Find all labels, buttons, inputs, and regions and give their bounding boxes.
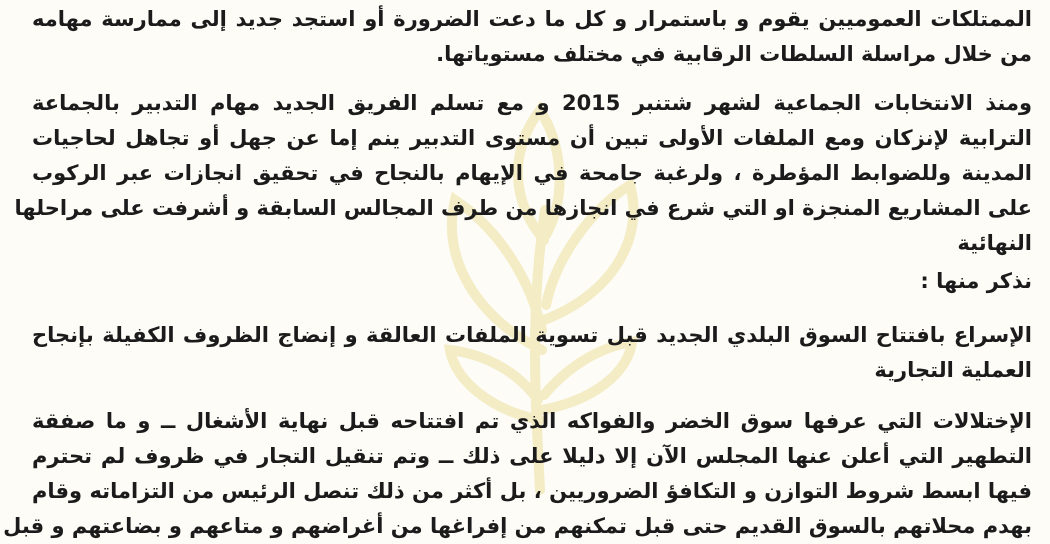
- text-line: من خلال مراسلة السلطات الرقابية في مختلف مستوياتها.: [436, 42, 1032, 66]
- text-line: ومنذ الانتخابات الجماعية لشهر شتنبر 2015 و مع تسلم الفريق الجديد مهام التدبير بالجماعة: [32, 91, 1033, 115]
- text-line: الترابية لإنزكان ومع الملفات الأولى تبين أن مستوى التدبير ينم إما عن جهل أو تجاهل لحاجيات: [32, 126, 1032, 150]
- text-line: بهدم محلاتهم بالسوق القديم حتى قبل تمكنهم من إفراغها من أغراضهم و متاعهم و بضاعتهم و قبل: [3, 514, 1032, 538]
- paragraph-intro-end: [32, 2, 1032, 72]
- text-line: فيها ابسط شروط التوازن و التكافؤ الضروريين ، بل أكثر من ذلك تنصل الرئيس من التزاماته وقام: [32, 479, 1032, 503]
- text-line: نذكر منها :: [920, 269, 1032, 293]
- paragraph-elections: [14, 86, 1033, 261]
- text-line: الإختلالات التي عرفها سوق الخضر والفواكه الذي تم افتتاحه قبل نهاية الأشغال ــ و ما صفقة: [32, 409, 1032, 433]
- text-line: النهائية: [957, 231, 1032, 255]
- paragraph-mention: [32, 264, 1032, 299]
- text-line: التطهير التي أعلن عنها المجلس الآن إلا دليلا على ذلك ــ وتم تنقيل التجار في ظروف لم تحترم: [32, 444, 1032, 468]
- paragraph-violations: [3, 404, 1032, 544]
- text-line: الممتلكات العموميين يقوم و باستمرار و كل ما دعت الضرورة أو استجد جديد إلى ممارسة مهامه: [32, 7, 1032, 31]
- paragraph-market: [32, 318, 1032, 388]
- text-line: الإسراع بافتتاح السوق البلدي الجديد قبل تسوية الملفات العالقة و إنضاج الظروف الكفيلة بإنجاح: [32, 323, 1032, 347]
- text-line: العملية التجارية: [874, 358, 1032, 382]
- text-line: على المشاريع المنجزة او التي شرع في انجازها من طرف المجالس السابقة و أشرفت على مراحلها: [14, 196, 1032, 220]
- text-line: المدينة وللضوابط المؤطرة ، ولرغبة جامحة في الإيهام بالنجاح في تحقيق انجازات عبر الركوب: [32, 161, 1032, 185]
